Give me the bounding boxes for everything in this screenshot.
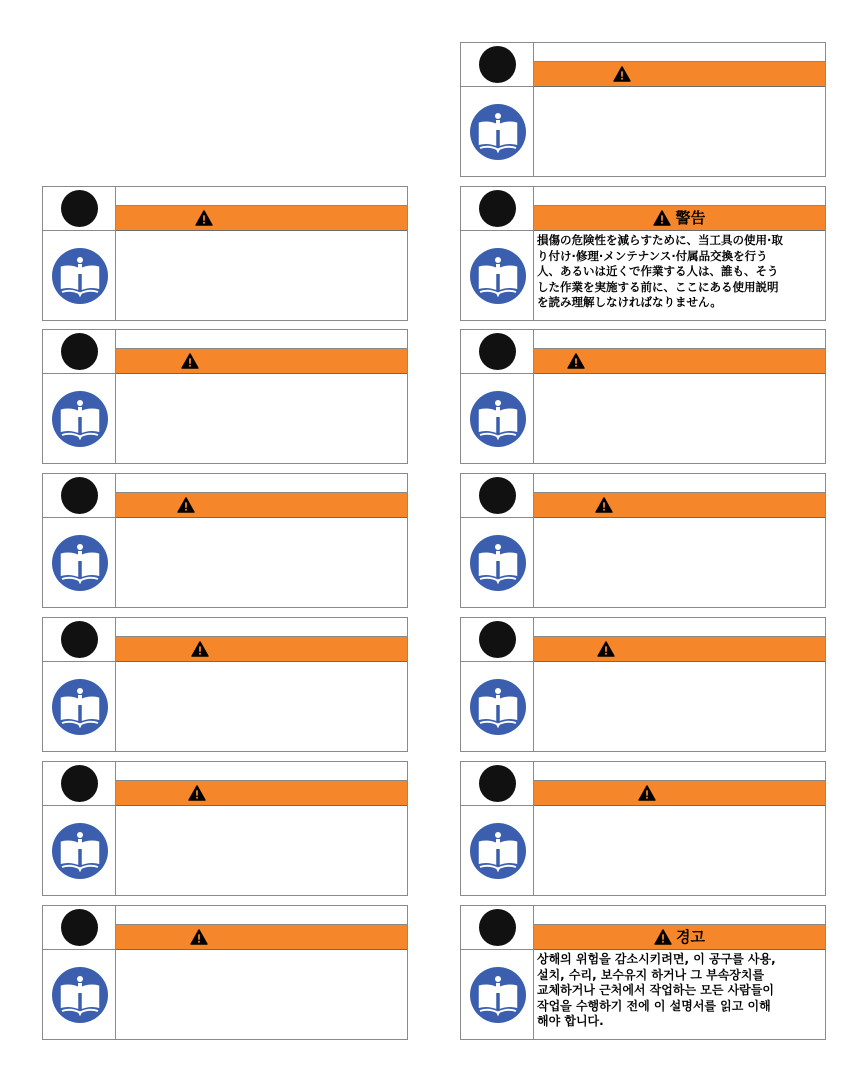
read-manual-icon [468,677,528,737]
warning-triangle-icon [188,785,206,801]
warning-triangle-icon [595,497,613,513]
black-dot-icon [61,333,98,370]
read-manual-icon [50,677,110,737]
warning-bar [534,62,825,87]
warning-triangle-icon [654,929,672,945]
warning-bar [116,493,407,518]
read-manual-icon [50,965,110,1025]
read-manual-icon [50,246,110,306]
warning-triangle-icon [653,210,671,226]
black-dot-icon [61,621,98,658]
warning-card-blank [42,186,408,321]
black-dot-icon [479,46,516,83]
warning-bar [534,206,825,231]
read-manual-icon [468,246,528,306]
read-manual-icon [50,389,110,449]
warning-triangle-icon [190,929,208,945]
warning-card-ja [460,186,826,321]
read-manual-icon [468,102,528,162]
warning-card-blank [460,329,826,464]
warning-card-blank [42,761,408,896]
warning-triangle-icon [597,641,615,657]
read-manual-icon [50,533,110,593]
signal-word: 警告 [675,208,706,227]
warning-bar [116,781,407,806]
warning-card-ko [460,905,826,1040]
warning-card-blank [42,329,408,464]
black-dot-icon [61,190,98,227]
black-dot-icon [479,477,516,514]
black-dot-icon [479,333,516,370]
warning-card-blank [42,905,408,1040]
warning-text: 상해의 위험을 감소시키려면, 이 공구를 사용, 설치, 수리, 보수유지 하거나 그 부속장치를 교체하거나 근처에서 작업하는 모든 사람들이 작업을 수행하기 전에 이 설명서를 읽고 이해 해야 합니다. [537,952,776,1028]
read-manual-icon [50,821,110,881]
warning-card-blank [460,761,826,896]
black-dot-icon [479,765,516,802]
read-manual-icon [468,965,528,1025]
warning-bar [116,925,407,950]
read-manual-icon [468,533,528,593]
signal-word: 경고 [676,927,705,946]
warning-card-blank [460,42,826,177]
warning-triangle-icon [177,497,195,513]
warning-bar [116,206,407,231]
warning-bar [534,781,825,806]
warning-triangle-icon [638,785,656,801]
warning-bar [116,637,407,662]
warning-triangle-icon [181,353,199,369]
warning-card-blank [460,473,826,608]
warning-card-blank [460,617,826,752]
black-dot-icon [479,909,516,946]
black-dot-icon [479,621,516,658]
warning-bar [534,637,825,662]
black-dot-icon [61,477,98,514]
warning-text: 損傷の危険性を減らすために、当工具の使用·取 り付け·修理·メンテナンス·付属品交換を行う 人、あるいは近くで作業する人は、誰も、そう した作業を実施する前に、ここにある使用説明 を読み理解しなければなりません。 [537,233,783,309]
black-dot-icon [61,765,98,802]
warning-card-blank [42,617,408,752]
warning-triangle-icon [195,210,213,226]
read-manual-icon [468,389,528,449]
warning-bar [534,493,825,518]
warning-triangle-icon [567,353,585,369]
warning-triangle-icon [613,66,631,82]
black-dot-icon [479,190,516,227]
black-dot-icon [61,909,98,946]
warning-bar [534,349,825,374]
warning-bar [116,349,407,374]
warning-triangle-icon [191,641,209,657]
warning-card-blank [42,473,408,608]
warning-bar [534,925,825,950]
read-manual-icon [468,821,528,881]
